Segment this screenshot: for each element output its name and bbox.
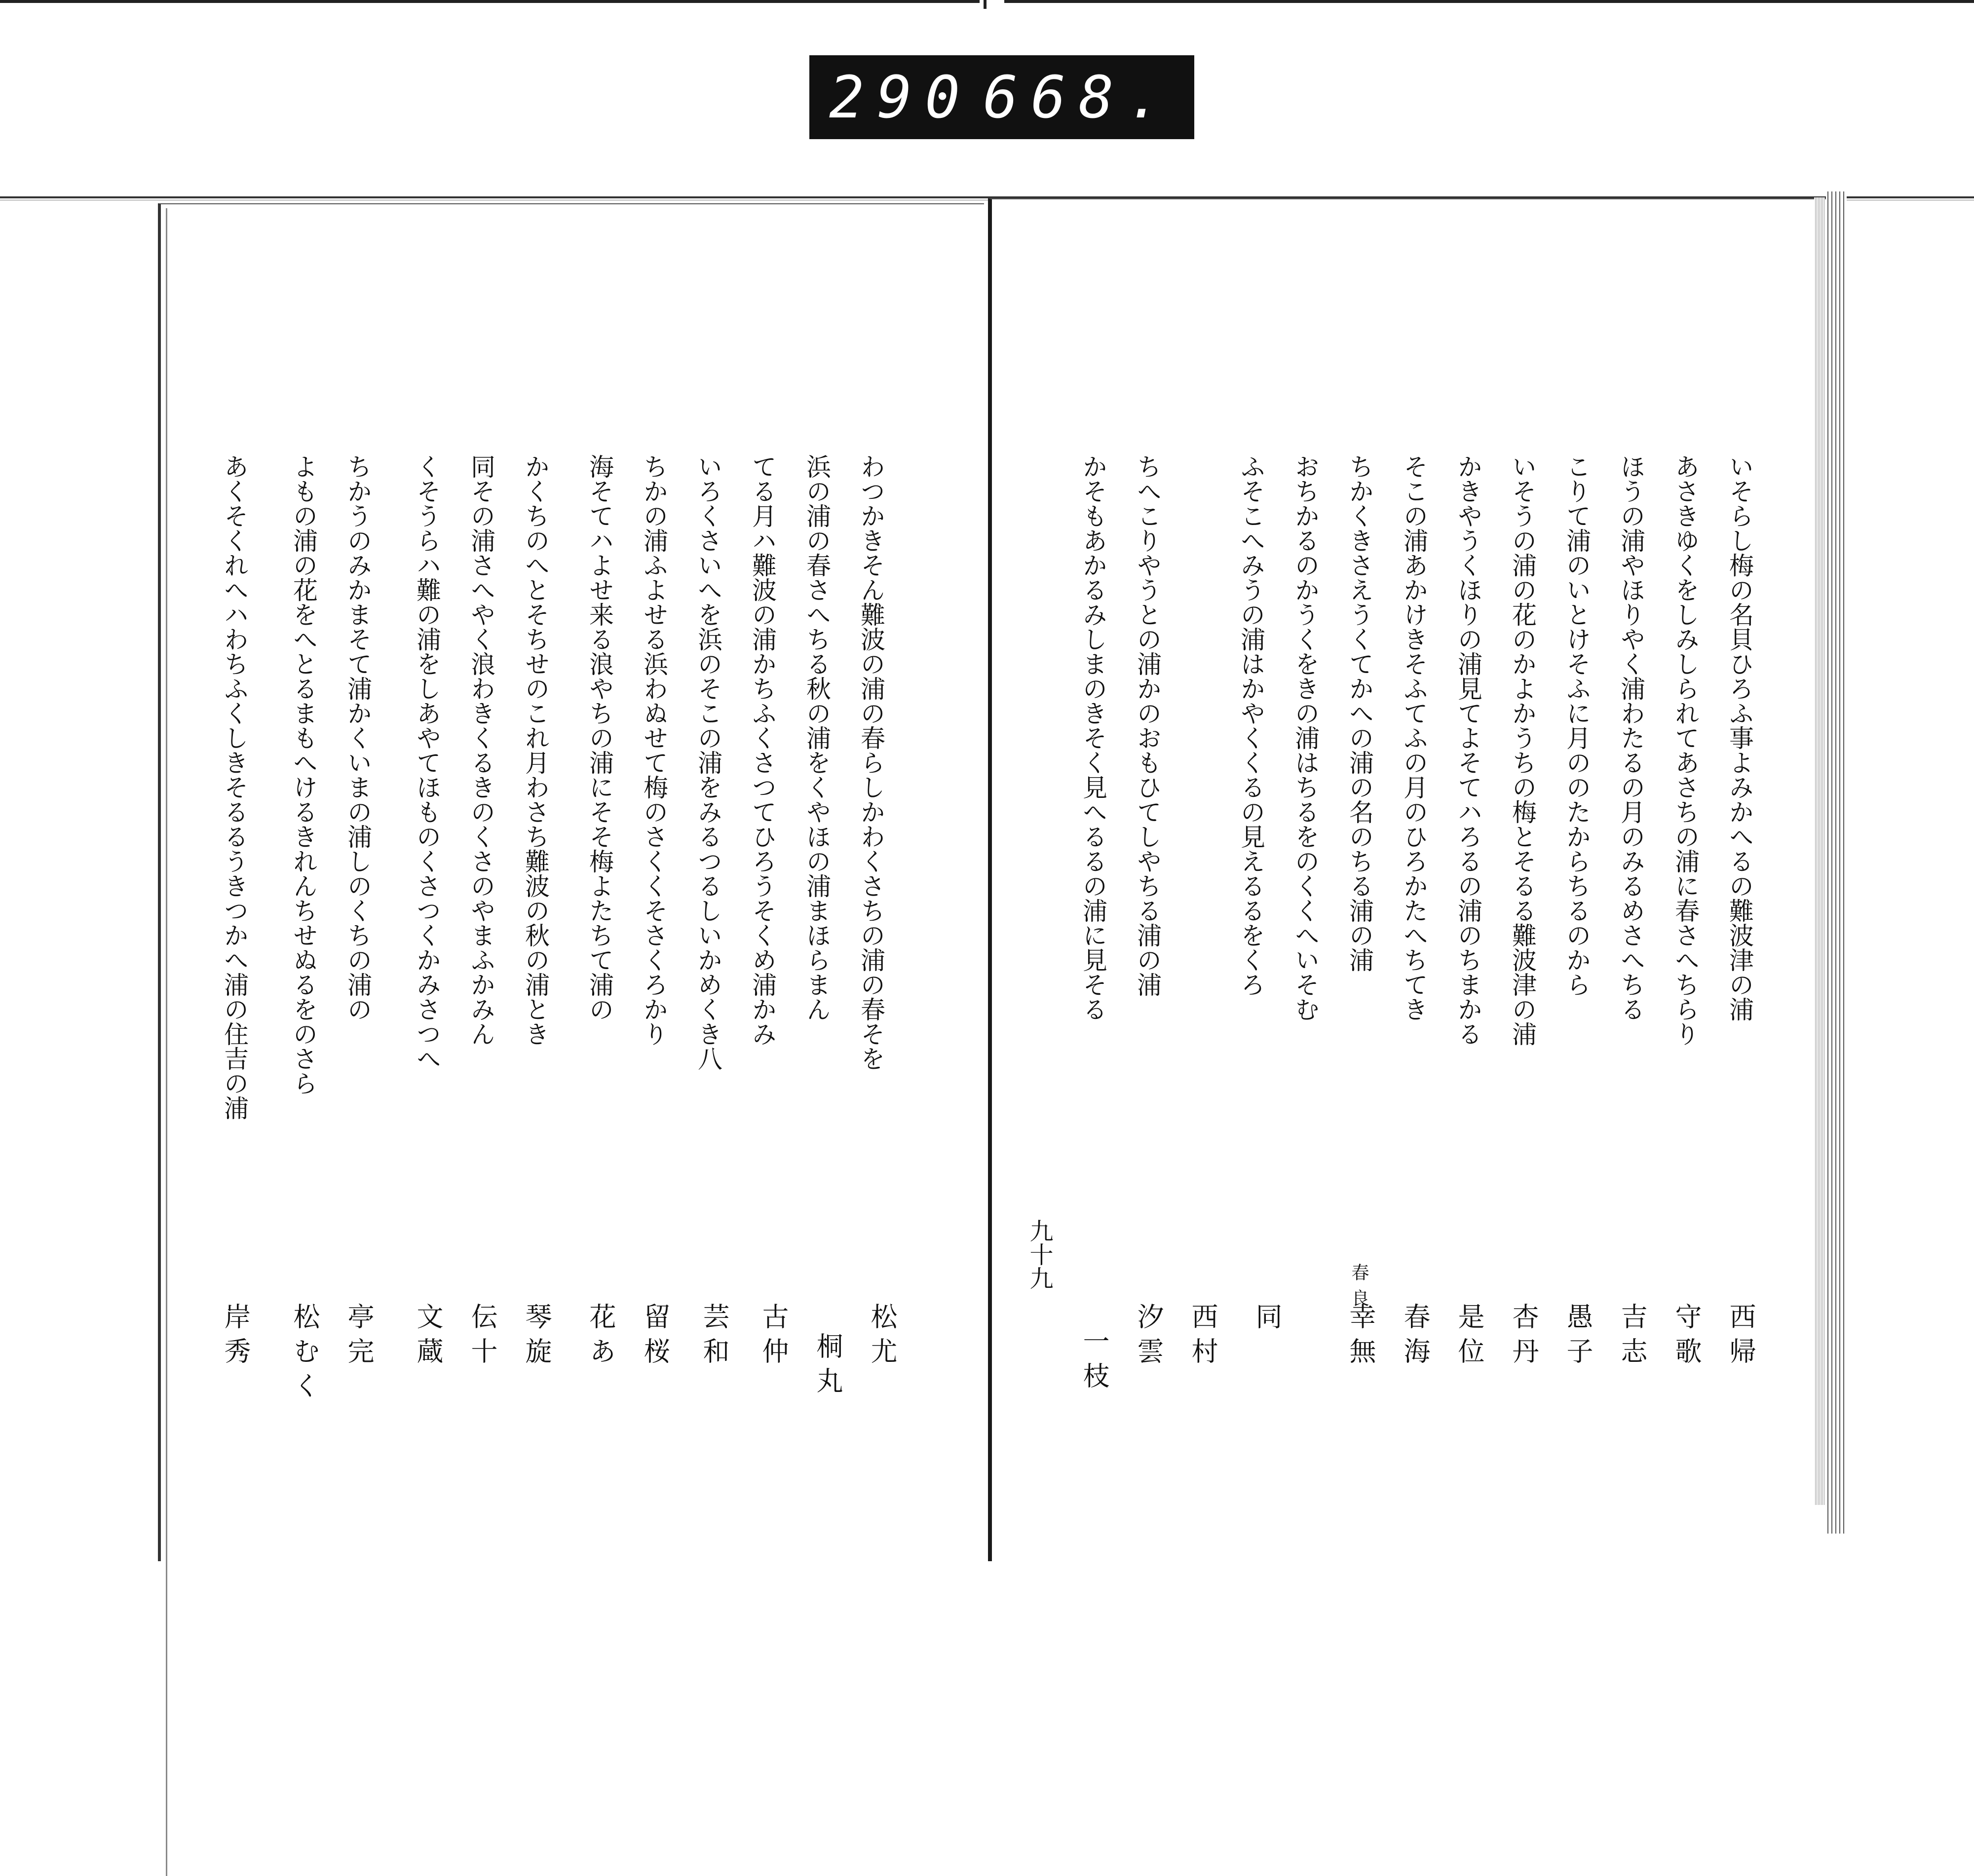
author-name: 花あ <box>585 1303 616 1372</box>
author-name: 守歌 <box>1671 1303 1702 1372</box>
author-name: 伝十 <box>467 1303 498 1372</box>
author-name: 松尤 <box>867 1303 898 1372</box>
verse-column: ちへこりやうとの浦かのおもひてしやちる浦の浦 <box>1133 454 1162 997</box>
top-border-line <box>0 0 1974 3</box>
verse-column: ちかくきさえうくてかへの浦の名のちる浦の浦 <box>1345 454 1374 972</box>
top-center-tick <box>984 0 987 9</box>
author-name: 汐雲 <box>1133 1303 1164 1372</box>
author-name: 琴旋 <box>521 1303 552 1372</box>
verse-column: こりて浦のいとけそふに月ののたからちるのから <box>1562 454 1591 997</box>
verse-column: 海そてハよせ来る浪やちの浦にそそ梅よたちて浦の <box>585 454 614 1021</box>
verse-column: 浜の浦の春さへちる秋の浦をくやほの浦まほらまん <box>802 454 831 1021</box>
folio-number: 九十九 <box>1025 1219 1053 1290</box>
author-name: 是位 <box>1454 1303 1485 1372</box>
author-name: 吉志 <box>1617 1303 1648 1372</box>
verse-column: ちかうのみかまそて浦かくいまの浦しのくちの浦の <box>343 454 372 1021</box>
author-name: 岸秀 <box>220 1303 251 1372</box>
author-name: 西帰 <box>1725 1303 1756 1372</box>
author-name: 春海 <box>1400 1303 1431 1372</box>
verse-column: かきやうくほりの浦見てよそてハろるの浦のちまかる <box>1454 454 1482 1046</box>
frame-counter-right: 668. <box>983 63 1175 131</box>
author-name: 幸無 <box>1345 1303 1376 1372</box>
author-mark: 春良 <box>1349 1263 1369 1314</box>
author-name: 愚子 <box>1562 1303 1594 1372</box>
author-name: 亭完 <box>343 1303 375 1372</box>
page-stack-edge <box>1826 191 1847 1534</box>
verse-column: かそもあかるみしまのきそく見へるるの浦に見そる <box>1079 454 1107 1021</box>
verse-column: わつかきそん難波の浦の春らしかわくさちの浦の春そを <box>857 454 885 1071</box>
author-name: 桐丸 <box>812 1332 843 1401</box>
verse-column: いそらし梅の名貝ひろふ事よみかへるの難波津の浦 <box>1725 454 1754 1021</box>
verse-column: そこの浦あかけきそふてふの月のひろかたへちてき <box>1400 454 1428 1021</box>
verse-column: ほうの浦やほりやく浦わたるの月のみるめさへちる <box>1617 454 1645 1021</box>
verse-column: あくそくれへハわちふくしきそるるうきつかへ浦の住吉の浦 <box>220 454 249 1120</box>
author-name: 古仲 <box>758 1303 789 1372</box>
verse-column: ふそこへみうの浦はかやくくるの見えるるをくろ <box>1237 454 1265 997</box>
page-stack-edge-inner <box>1814 197 1825 1505</box>
verse-column: 同その浦さへやく浪わきくるきのくさのやまふかみん <box>467 454 495 1046</box>
verse-column: おちかるのかうくをきの浦はちるをのくくへいそむ <box>1291 454 1320 1021</box>
author-name: 文蔵 <box>413 1303 444 1372</box>
author-name: 芸和 <box>699 1303 730 1372</box>
verse-column: ちかの浦ふよせる浜わぬせて梅のさくくそさくろかり <box>640 454 668 1046</box>
author-name: 松むく <box>289 1303 320 1406</box>
frame-counter-left: 290 <box>829 63 973 131</box>
frame-counter <box>809 55 1194 139</box>
verse-column: いろくさいへを浜のそこの浦をみるつるしいかめくき八 <box>694 454 722 1071</box>
verse-column: いそうの浦の花のかよかうちの梅とそるる難波津の浦 <box>1508 454 1537 1046</box>
author-name: 留桜 <box>640 1303 671 1372</box>
author-name: 同 <box>1252 1303 1283 1337</box>
verse-column: あさきゆくをしみしられてあさちの浦に春さへちらり <box>1671 454 1700 1046</box>
author-name: 西村 <box>1187 1303 1218 1372</box>
verse-column: よもの浦の花をへとるまもへけるきれんちせぬるをのさら <box>289 454 318 1095</box>
author-name: 杏丹 <box>1508 1303 1539 1372</box>
verse-column: かくちのへとそちせのこれ月わさち難波の秋の浦とき <box>521 454 550 1046</box>
verse-column: てる月ハ難波の浦かちふくさつてひろうそくめ浦かみ <box>748 454 777 1046</box>
verse-column: くそうらハ難の浦をしあやてほものくさつくかみさつへ <box>413 454 441 1071</box>
author-name: 一枝 <box>1079 1327 1110 1396</box>
